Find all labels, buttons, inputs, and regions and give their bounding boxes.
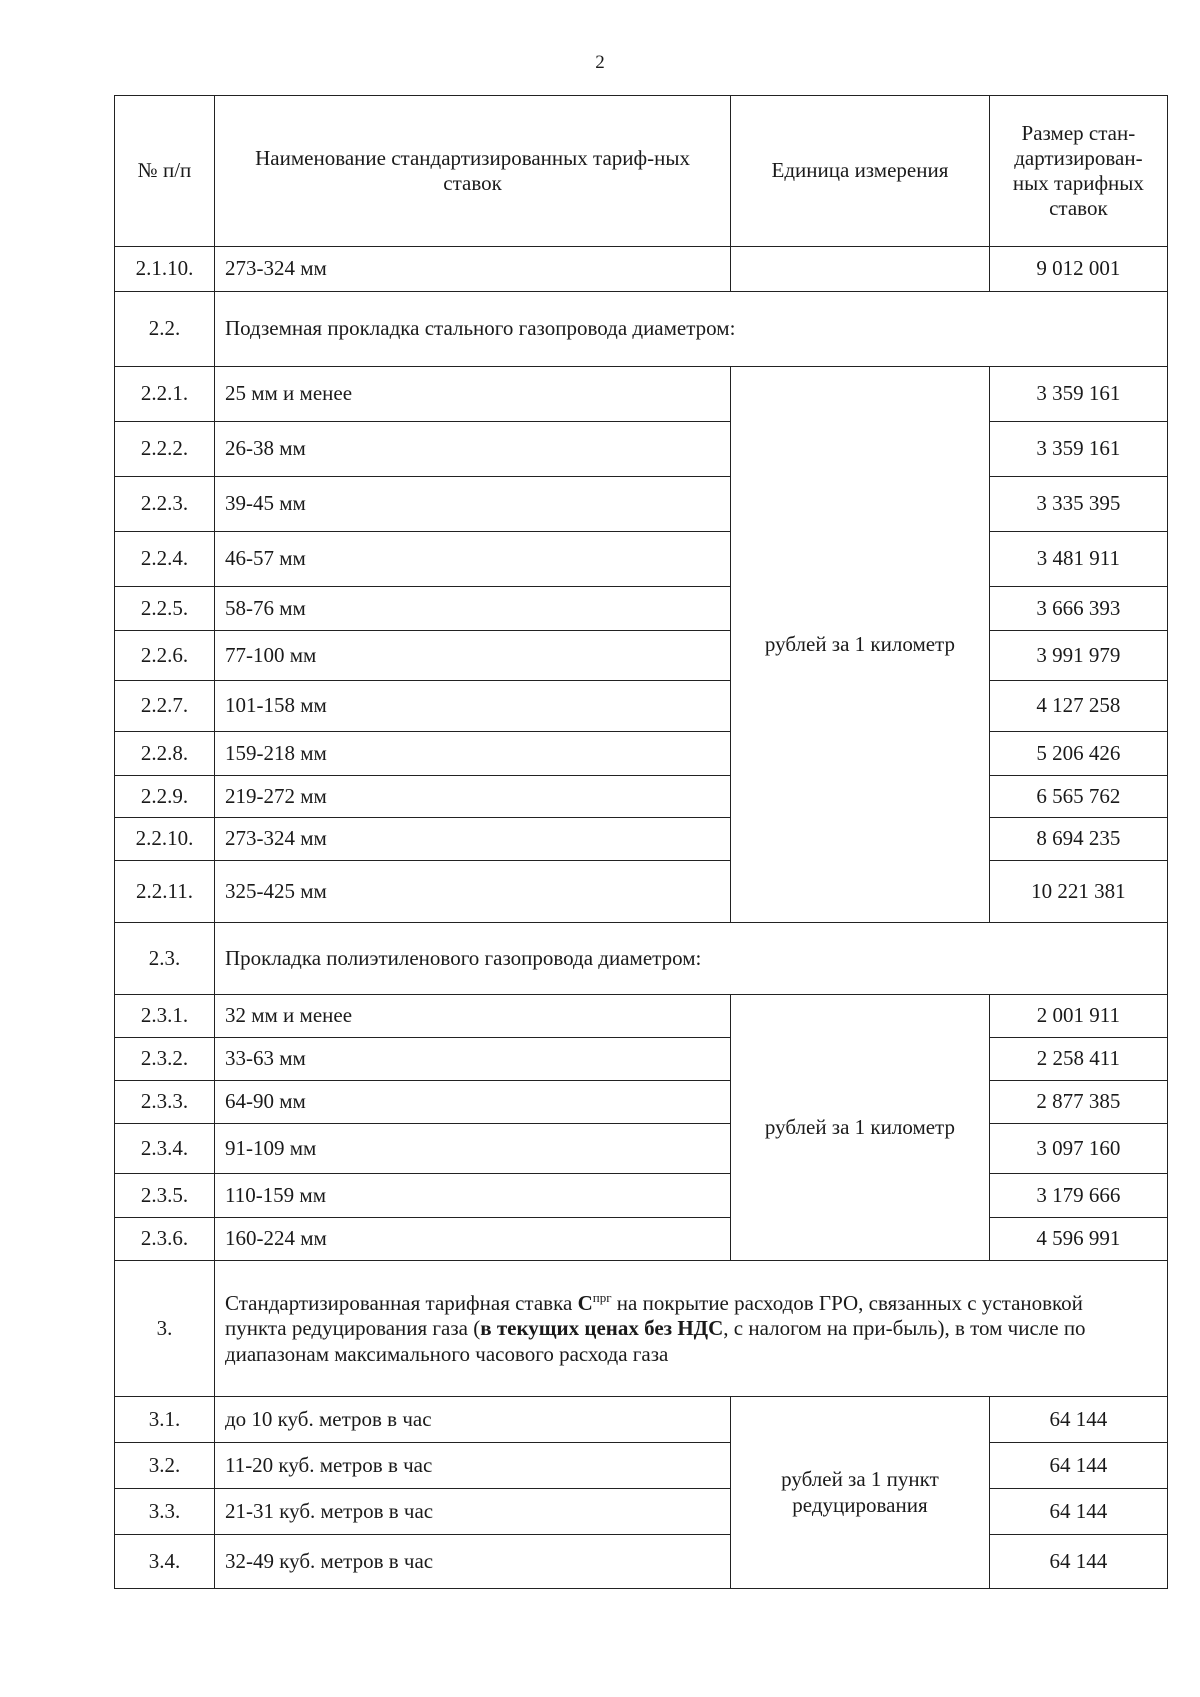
row-num: 2.2.2. xyxy=(115,422,215,477)
table-row xyxy=(115,1489,1168,1535)
row-num: 3.1. xyxy=(115,1397,215,1443)
row-value: 9 012 001 xyxy=(989,247,1167,292)
row-value: 64 144 xyxy=(989,1443,1167,1489)
row-name: 11-20 куб. метров в час xyxy=(214,1443,730,1489)
row-num: 2.3.6. xyxy=(115,1218,215,1261)
section-title xyxy=(214,1261,1167,1397)
table-row xyxy=(115,732,1168,776)
table-row xyxy=(115,631,1168,681)
row-name: до 10 куб. метров в час xyxy=(214,1397,730,1443)
row-num: 3.3. xyxy=(115,1489,215,1535)
row-num: 2.2.10. xyxy=(115,818,215,861)
section-title-bold: в текущих ценах без НДС xyxy=(480,1316,724,1341)
row-name: 58-76 мм xyxy=(214,587,730,631)
header-unit: Единица измерения xyxy=(731,96,990,247)
rate-symbol-superscript: прг xyxy=(592,1290,612,1306)
table-row xyxy=(115,367,1168,422)
section-row-2-2 xyxy=(115,292,1168,367)
unit-cell: рублей за 1 пункт редуцирования xyxy=(731,1397,990,1589)
rate-symbol: С xyxy=(577,1291,593,1316)
table-row xyxy=(115,587,1168,631)
table-row xyxy=(115,1218,1168,1261)
row-value: 3 991 979 xyxy=(989,631,1167,681)
row-num: 2.2.7. xyxy=(115,681,215,732)
row-value: 64 144 xyxy=(989,1397,1167,1443)
header-value: Размер стан-дартизирован-ных тарифных ставок xyxy=(989,96,1167,247)
row-num: 2.3.2. xyxy=(115,1038,215,1081)
unit-cell: рублей за 1 километр xyxy=(731,995,990,1261)
row-name: 160-224 мм xyxy=(214,1218,730,1261)
section-title: Прокладка полиэтиленового газопровода диаметром: xyxy=(214,923,1167,995)
row-value: 64 144 xyxy=(989,1489,1167,1535)
section-row-2-3 xyxy=(115,923,1168,995)
row-num: 2.3.1. xyxy=(115,995,215,1038)
row-value: 10 221 381 xyxy=(989,861,1167,923)
row-name: 101-158 мм xyxy=(214,681,730,732)
row-value: 4 596 991 xyxy=(989,1218,1167,1261)
row-name: 273-324 мм xyxy=(214,247,730,292)
row-name: 26-38 мм xyxy=(214,422,730,477)
table-row xyxy=(115,247,1168,292)
row-value: 3 359 161 xyxy=(989,422,1167,477)
table-row xyxy=(115,1535,1168,1589)
row-name: 39-45 мм xyxy=(214,477,730,532)
row-name: 64-90 мм xyxy=(214,1081,730,1124)
row-value: 2 877 385 xyxy=(989,1081,1167,1124)
row-num: 2.3.5. xyxy=(115,1174,215,1218)
row-value: 2 001 911 xyxy=(989,995,1167,1038)
row-value: 3 481 911 xyxy=(989,532,1167,587)
section-num: 2.2. xyxy=(115,292,215,367)
header-name: Наименование стандартизированных тариф-ных ставок xyxy=(214,96,730,247)
row-value: 3 097 160 xyxy=(989,1124,1167,1174)
row-name: 110-159 мм xyxy=(214,1174,730,1218)
table-row xyxy=(115,861,1168,923)
row-num: 2.2.6. xyxy=(115,631,215,681)
table-row xyxy=(115,681,1168,732)
row-num: 2.2.1. xyxy=(115,367,215,422)
row-value: 5 206 426 xyxy=(989,732,1167,776)
page-number: 2 xyxy=(595,52,605,73)
table-row xyxy=(115,1038,1168,1081)
row-num: 2.1.10. xyxy=(115,247,215,292)
section-title-part3: , с налогом на при-быль), в том числе по диапазонам максимального часового расхода газа xyxy=(224,1316,1086,1366)
row-value: 2 258 411 xyxy=(989,1038,1167,1081)
row-num: 3.2. xyxy=(115,1443,215,1489)
table-row xyxy=(115,1174,1168,1218)
row-num: 2.3.3. xyxy=(115,1081,215,1124)
row-value: 3 179 666 xyxy=(989,1174,1167,1218)
row-num: 3.4. xyxy=(115,1535,215,1589)
row-name: 21-31 куб. метров в час xyxy=(214,1489,730,1535)
section-title-part2: на покрытие расходов ГРО, связанных с установкой пункта редуцирования газа ( xyxy=(224,1291,1083,1341)
row-name: 46-57 мм xyxy=(214,532,730,587)
section-title-part1: Стандартизированная тарифная ставка xyxy=(224,1291,578,1316)
table-row xyxy=(115,1124,1168,1174)
table-row xyxy=(115,422,1168,477)
row-unit xyxy=(731,247,990,292)
table-header-row xyxy=(115,96,1168,247)
row-num: 2.2.8. xyxy=(115,732,215,776)
table-row xyxy=(115,532,1168,587)
row-name: 325-425 мм xyxy=(214,861,730,923)
row-num: 2.3.4. xyxy=(115,1124,215,1174)
row-value: 3 359 161 xyxy=(989,367,1167,422)
table-row xyxy=(115,995,1168,1038)
table-row xyxy=(115,1443,1168,1489)
row-num: 2.2.4. xyxy=(115,532,215,587)
row-value: 4 127 258 xyxy=(989,681,1167,732)
table-row xyxy=(115,1397,1168,1443)
row-name: 32-49 куб. метров в час xyxy=(214,1535,730,1589)
row-name: 91-109 мм xyxy=(214,1124,730,1174)
row-name: 219-272 мм xyxy=(214,776,730,818)
row-num: 2.2.11. xyxy=(115,861,215,923)
row-num: 2.2.5. xyxy=(115,587,215,631)
tariff-table xyxy=(114,95,1168,1589)
row-name: 159-218 мм xyxy=(214,732,730,776)
section-row-3 xyxy=(115,1261,1168,1397)
row-value: 8 694 235 xyxy=(989,818,1167,861)
section-num: 2.3. xyxy=(115,923,215,995)
row-num: 2.2.3. xyxy=(115,477,215,532)
row-name: 32 мм и менее xyxy=(214,995,730,1038)
row-name: 77-100 мм xyxy=(214,631,730,681)
row-name: 33-63 мм xyxy=(214,1038,730,1081)
row-value: 3 335 395 xyxy=(989,477,1167,532)
section-title: Подземная прокладка стального газопровода диаметром: xyxy=(214,292,1167,367)
row-name: 273-324 мм xyxy=(214,818,730,861)
row-value: 6 565 762 xyxy=(989,776,1167,818)
section-num: 3. xyxy=(115,1261,215,1397)
header-num: № п/п xyxy=(115,96,215,247)
row-value: 3 666 393 xyxy=(989,587,1167,631)
unit-cell: рублей за 1 километр xyxy=(731,367,990,923)
table-row xyxy=(115,818,1168,861)
row-num: 2.2.9. xyxy=(115,776,215,818)
row-value: 64 144 xyxy=(989,1535,1167,1589)
row-name: 25 мм и менее xyxy=(214,367,730,422)
table-row xyxy=(115,1081,1168,1124)
table-row xyxy=(115,477,1168,532)
table-row xyxy=(115,776,1168,818)
